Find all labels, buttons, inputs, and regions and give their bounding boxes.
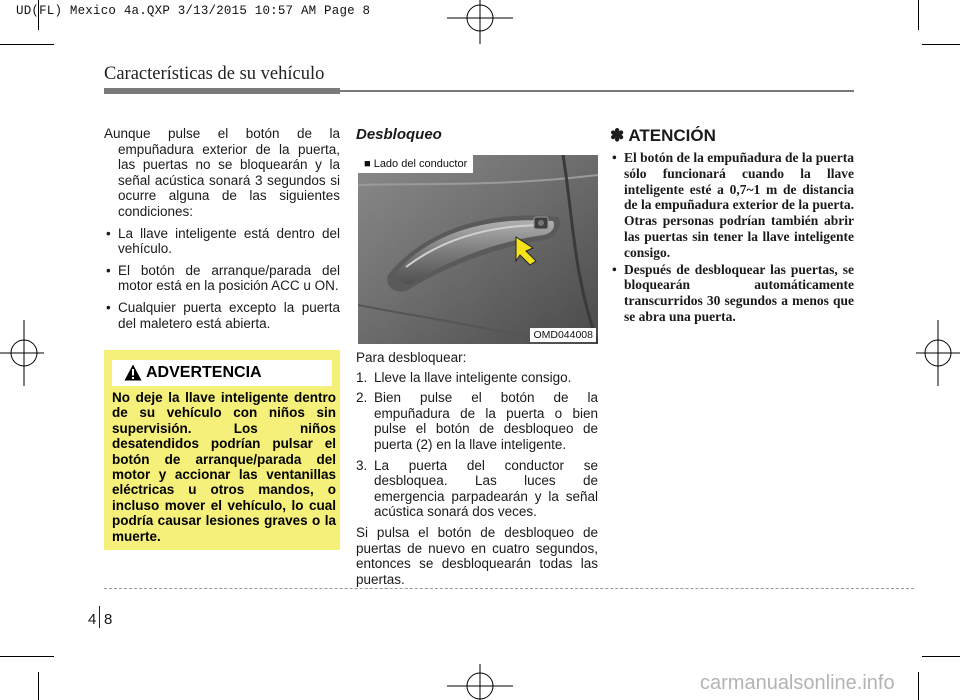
registration-mark-left-icon [0, 318, 44, 388]
warning-header [112, 360, 332, 386]
condition-list [104, 226, 340, 332]
step-text: Bien pulse el botón de la empuñadura de la puerta o bien pulse el botón de desbloqueo de puerta (2) en la llave inteligente. [374, 390, 598, 452]
list-item [356, 390, 598, 452]
crop-mark [918, 672, 919, 700]
crop-mark [922, 44, 960, 45]
door-handle-photo [358, 155, 598, 344]
unlock-closing: Si pulsa el botón de desbloqueo de puertas de nuevo en cuatro segundos, entonces se desbloquearán todas las puertas. [356, 524, 598, 587]
bullet-icon: • [106, 299, 111, 315]
page-number-divider [99, 606, 100, 628]
crop-mark [918, 0, 919, 30]
unlock-column [356, 350, 598, 591]
registration-mark-top-icon [445, 0, 515, 44]
attention-column [612, 150, 854, 326]
step-number: 3. [356, 457, 368, 473]
list-item: • Después de desbloquear las puertas, se bloquearán automáticamente transcurridos 30 segundos a menos que se abra una puerta. [612, 261, 854, 324]
attention-heading: ✽ ATENCIÓN [610, 126, 716, 145]
car-door-handle-illustration [358, 155, 598, 344]
crop-mark [0, 656, 54, 657]
unlock-lead: Para desbloquear: [356, 350, 467, 365]
unlock-heading: Desbloqueo [356, 126, 442, 143]
photo-caption: ■ Lado del conductor [358, 155, 473, 173]
warning-text: No deje la llave inteligente dentro de su vehículo con niños sin supervisión. Los niños desatendidos podrían pulsar el botón de arranque/parada del motor y accionar las ventanillas eléctricas u otros mandos, o incluso mover el vehículo, lo cual podría causar lesiones graves o la muerte. [112, 390, 336, 544]
chapter-number: 4 [88, 611, 97, 628]
list-item [356, 370, 598, 386]
list-item: • La llave inteligente está dentro del vehículo. [106, 225, 340, 257]
intro-paragraph: Aunque pulse el botón de la empuñadura exterior de la puerta, las puertas no se bloquearán y la señal acústica sonará 3 segundos si ocurre alguna de las siguientes condiciones: [104, 126, 340, 219]
registration-mark-bottom-icon [445, 664, 515, 700]
warning-box [104, 350, 340, 550]
registration-mark-right-icon [916, 318, 960, 388]
step-text: La puerta del conductor se desbloquea. Las luces de emergencia parpadearán y la señal acústica sonará dos veces. [374, 457, 598, 520]
section-title: Características de su vehículo [104, 64, 325, 84]
crop-mark [922, 656, 960, 657]
watermark: carmanualsonline.info [700, 672, 895, 694]
step-text: Lleve la llave inteligente consigo. [374, 369, 572, 385]
header-rule-thick [104, 88, 340, 94]
list-item: • Cualquier puerta excepto la puerta del maletero está abierta. [106, 299, 340, 331]
bullet-icon: • [106, 262, 111, 278]
warning-triangle-icon [124, 364, 142, 381]
page-number: 8 [104, 611, 113, 628]
step-number: 2. [356, 390, 368, 406]
print-file-meta: UD(FL) Mexico 4a.QXP 3/13/2015 10:57 AM Page 8 [16, 4, 371, 18]
bullet-icon: • [106, 225, 111, 241]
crop-mark [0, 44, 54, 45]
unlock-steps [356, 370, 598, 520]
list-item: • El botón de la empuñadura de la puerta sólo funcionará cuando la llave inteligente esté a 0,7~1 m de distancia de la empuñadura exterior de la puerta. Otras personas podrían también abrir las puertas sin tener la llave inteligente consigo. [612, 150, 854, 260]
photo-code: OMD044008 [530, 328, 596, 342]
attention-list [612, 150, 854, 325]
step-number: 1. [356, 369, 368, 385]
list-item: • El botón de arranque/parada del motor está en la posición ACC u ON. [106, 262, 340, 294]
bullet-icon: • [612, 261, 617, 277]
crop-mark [38, 672, 39, 700]
list-item [356, 458, 598, 520]
footer-rule [104, 588, 914, 589]
warning-title: ADVERTENCIA [146, 364, 262, 381]
bullet-icon: • [612, 150, 617, 165]
intro-column [104, 126, 340, 337]
header-rule-thin [340, 90, 854, 92]
